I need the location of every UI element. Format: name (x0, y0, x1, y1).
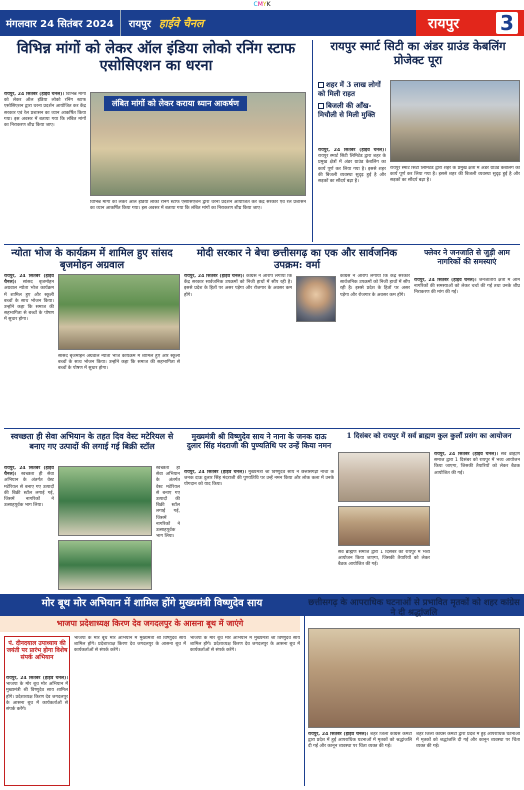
bullet-item: शहर में 3 लाख लोगों को मिली राहत (318, 80, 381, 98)
article-body-cont: रायपुर स्मार्ट सिटी लिमिटेड द्वारा शहर के प्रमुख क्षेत्रों में अंडर ग्राउंड केबलिंग का कार्य पूर्ण कर लिया गया है। इससे शहर की बिजली व्यवस्था सुदृढ़ हुई है और सड़कों का सौंदर्य बढ़ा है। (390, 166, 520, 184)
article-body: रायपुर, 24 सितंबर (हाईवे चैनल)। रायपुर स्मार्ट सिटी लिमिटेड द्वारा शहर के प्रमुख क्षेत्रों में अंडर ग्राउंड केबलिंग का कार्य पूर्ण कर लिया गया है। इससे शहर की बिजली व्यवस्था सुदृढ़ हुई है और सड़कों का सौंदर्य बढ़ा है। (318, 148, 386, 185)
article-body: रायपुर, 24 सितंबर (हाईवे चैनल)। सर्व ब्राह्मण समाज द्वारा 1 दिसंबर को रायपुर में भव्य आयोजन किया जाएगा, जिसकी तैयारियों को लेकर बैठक आयोजित की गई। (434, 452, 520, 476)
photo-caption: लंबित मांगों को लेकर कराया ध्यान आकर्षण (104, 96, 247, 111)
brand-logo: हाईवे चैनल (158, 16, 204, 30)
headline-mor-booth: मोर बूथ मोर अभियान में शामिल होंगे मुख्यमंत्री विष्णुदेव साय (41, 598, 263, 609)
photo-stall-2 (58, 540, 152, 590)
headline-loco-protest: विभिन्न मांगों को लेकर ऑल इंडिया लोको रनिंग स्टाफ एसोसिएशन का धरना (16, 40, 296, 75)
article-body: रायपुर, 24 सितंबर (हाईवे चैनल)। विभिन्न मांगों को लेकर ऑल इंडिया लोको रनिंग स्टाफ एसोसिएशन द्वारा धरना प्रदर्शन आयोजित कर केंद्र सरकार एवं रेल प्रशासन का ध्यान आकर्षित किया गया। इस अवसर में बताया गया कि लंबित मांगों का निराकरण शीघ्र किया जाए। (4, 92, 86, 129)
photo-nyota-bhoj (58, 274, 180, 350)
article-body: रायपुर, 24 सितंबर (हाईवे चैनल)। स्वच्छता ही सेवा अभियान के अंतर्गत वेस्ट मटेरियल से बनाए गए उत्पादों की बिक्री स्टॉल लगाई गई, जिसमें नागरिकों ने उत्साहपूर्वक भाग लिया। (4, 466, 54, 509)
headline-tribal-issues: फ्लेवर ने जनजाति से जुड़ी आम नागरिकों की समस्याएं (424, 248, 510, 266)
subhead-mor-booth: भाजपा प्रदेशाध्यक्ष किरण देव जगदलपुर के आसना बूथ में जाएंगे (56, 618, 244, 628)
photo-city-wires (390, 80, 520, 162)
headline-swachhta: स्वच्छता ही सेवा अभियान के तहत दिव वेस्ट मटेरियल से बनाए गए उत्पादों की लगाई गई बिक्री स्टॉल (10, 431, 174, 451)
article-body-cont: स्वच्छता ही सेवा अभियान के अंतर्गत वेस्ट मटेरियल से बनाए गए उत्पादों की बिक्री स्टॉल लगाई गई, जिसमें नागरिकों ने उत्साहपूर्वक भाग लिया। (156, 466, 180, 540)
article-body: रायपुर, 24 सितंबर (हाईवे चैनल)। भाजपा के मोर बूथ मोर अभियान में मुख्यमंत्री श्री विष्णुदेव साय शामिल होंगे। प्रदेशाध्यक्ष किरण देव जगदलपुर के आसना बूथ में कार्यकर्ताओं से संपर्क करेंगे। (6, 676, 68, 713)
section-name: रायपुर (428, 15, 460, 32)
article-body-cont: विभिन्न मांगों को लेकर ऑल इंडिया लोको रनिंग स्टाफ एसोसिएशन द्वारा धरना प्रदर्शन आयोजित कर केंद्र सरकार एवं रेल प्रशासन का ध्यान आकर्षित किया गया। इस अवसर में बताया गया कि लंबित मांगों का निराकरण शीघ्र किया जाए। (90, 200, 306, 212)
cmyk-marks: CMYK (253, 1, 271, 8)
photo-portrait (296, 276, 336, 322)
headline-psu-sale: मोदी सरकार ने बेचा छत्तीसगढ़ का एक और सार्वजनिक उपक्रम: वर्मा (196, 248, 398, 271)
article-body-cont: शहर जिला कांग्रेस कमेटी द्वारा प्रदेश में हुई आपराधिक घटनाओं में मृतकों को श्रद्धांजलि दी गई और कानून व्यवस्था पर चिंता व्यक्त की गई। (416, 732, 520, 750)
headline-smart-city: रायपुर स्मार्ट सिटी का अंडर ग्राउंड केबलिंग प्रोजेक्ट पूरा (330, 39, 506, 67)
section-divider (4, 244, 520, 245)
photo-meeting (338, 506, 430, 546)
column-divider (304, 594, 305, 786)
issue-date: मंगलवार 24 सितंबर 2024 (0, 10, 121, 36)
side-headline: पं. दीनदयाल उपाध्याय की जयंती पर प्रारंभ होगा विशेष संपर्क अभियान (6, 640, 68, 662)
headline-congress-tribute: छत्तीसगढ़ के आपराधिक घटनाओं से प्रभावित मृतकों को शहर कांग्रेस ने दी श्रद्धांजलि (308, 598, 520, 619)
article-body-cont: भाजपा के मोर बूथ मोर अभियान में मुख्यमंत्री श्री विष्णुदेव साय शामिल होंगे। प्रदेशाध्यक्ष किरण देव जगदलपुर के आसना बूथ में कार्यकर्ताओं से संपर्क करेंगे। (74, 636, 186, 654)
article-body: रायपुर, 24 सितंबर (हाईवे चैनल)। मुख्यमंत्री श्री विष्णुदेव साय ने छत्तीसगढ़ी नाचा के जनक दाऊ दुलार सिंह मंदराजी की पुण्यतिथि पर उन्हें नमन किया और लोक कला में उनके योगदान को याद किया। (184, 470, 334, 488)
bullet-item: बिजली की आँख-मिचौली से मिली मुक्ति (318, 101, 376, 119)
photo-stall (58, 466, 152, 536)
section-label (416, 10, 524, 36)
page-number: 3 (496, 12, 518, 34)
article-body: रायपुर, 24 सितंबर (हाईवे चैनल)। कांग्रेस ने आरोप लगाया कि केंद्र सरकार सार्वजनिक उपक्रमों को निजी हाथों में सौंप रही है। इससे प्रदेश के हितों पर असर पड़ेगा और रोजगार के अवसर कम होंगे। (184, 274, 292, 298)
headline-cm-tribute: मुख्यमंत्री श्री विष्णुदेव साय ने नाना के जनक दाऊ दुलार सिंह मंदराजी की पुण्यतिथि पर उन्हें किया नमन (186, 432, 332, 450)
article-body: रायपुर, 24 सितंबर (हाईवे चैनल)। शहर जिला कांग्रेस कमेटी द्वारा प्रदेश में हुई आपराधिक घटनाओं में मृतकों को श्रद्धांजलि दी गई और कानून व्यवस्था पर चिंता व्यक्त की गई। (308, 732, 412, 750)
article-body-cont: कांग्रेस ने आरोप लगाया कि केंद्र सरकार सार्वजनिक उपक्रमों को निजी हाथों में सौंप रही है। इससे प्रदेश के हितों पर असर पड़ेगा और रोजगार के अवसर कम होंगे। (340, 274, 410, 298)
article-body: रायपुर, 24 सितंबर (हाईवे चैनल)। सांसद बृजमोहन अग्रवाल न्योता भोज कार्यक्रम में शामिल हुए और स्कूली बच्चों के साथ भोजन किया। उन्होंने कहा कि समाज की सहभागिता से बच्चों के पोषण में सुधार होगा। (4, 274, 54, 323)
column-divider (312, 40, 313, 242)
article-body: रायपुर, 24 सितंबर (हाईवे चैनल)। जनजातीय क्षेत्रों में आम नागरिकों की समस्याओं को लेकर चर्चा की गई तथा उनके शीघ्र निराकरण की मांग की गई। (414, 278, 520, 296)
bullet-list (318, 80, 386, 119)
headline-nyota-bhoj: न्योता भोज के कार्यक्रम में शामिल हुए सांसद बृजमोहन अग्रवाल (11, 248, 173, 271)
headline-brahmin-samaj: 1 दिसंबर को रायपुर में सर्व ब्राह्मण कुल कुलाँ प्रसंग का आयोजन (346, 431, 512, 440)
section-divider (4, 428, 520, 429)
photo-banner (338, 452, 430, 502)
photo-tribute (308, 628, 520, 728)
article-body-cont: सर्व ब्राह्मण समाज द्वारा 1 दिसंबर को रायपुर में भव्य आयोजन किया जाएगा, जिसकी तैयारियों को लेकर बैठक आयोजित की गई। (338, 550, 430, 568)
masthead-bar (0, 10, 524, 36)
edition-city: रायपुर (128, 19, 151, 30)
article-body-cont: भाजपा के मोर बूथ मोर अभियान में मुख्यमंत्री श्री विष्णुदेव साय शामिल होंगे। प्रदेशाध्यक्ष किरण देव जगदलपुर के आसना बूथ में कार्यकर्ताओं से संपर्क करेंगे। (190, 636, 300, 654)
article-body-cont: सांसद बृजमोहन अग्रवाल न्योता भोज कार्यक्रम में शामिल हुए और स्कूली बच्चों के साथ भोजन किया। उन्होंने कहा कि समाज की सहभागिता से बच्चों के पोषण में सुधार होगा। (58, 354, 180, 372)
